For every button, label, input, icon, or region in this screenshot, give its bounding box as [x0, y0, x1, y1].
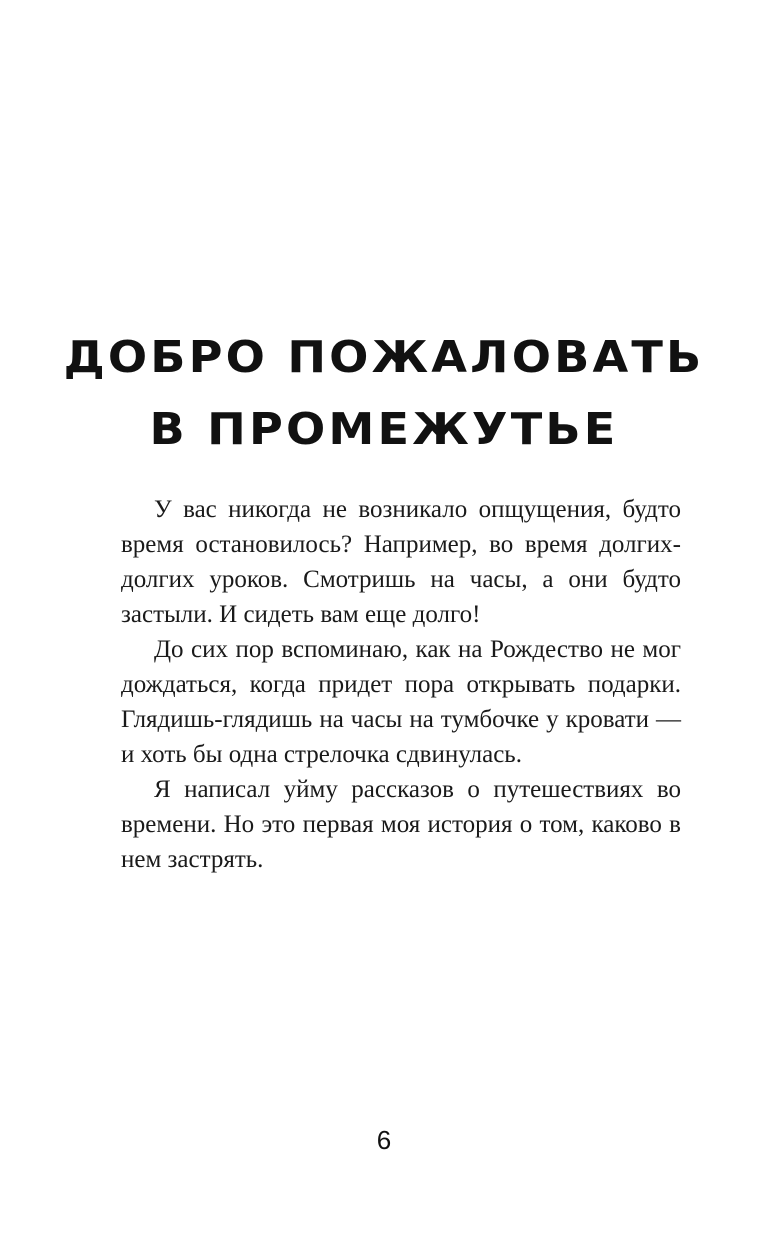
paragraph: Я написал уйму рассказов о путешествиях во времени. Но это первая моя история о том, каково в нем застрять.	[121, 776, 681, 873]
page-number: 6	[376, 1125, 392, 1155]
chapter-body	[121, 492, 681, 877]
paragraph: У вас никогда не возникало опщущения, будто время остановилось? Например, во время долгих-долгих уроков. Смотришь на часы, а они будто застыли. И сидеть вам еще долго!	[121, 496, 681, 628]
chapter-title	[0, 322, 768, 466]
paragraph: До сих пор вспоминаю, как на Рождество не мог дождаться, когда придет пора открывать подарки. Глядишь-глядишь на часы на тумбочке у кровати — и хоть бы одна стрелочка сдвинулась.	[121, 636, 681, 768]
chapter-title-line-1: ДОБРО ПОЖАЛОВАТЬ	[63, 332, 705, 383]
chapter-title-line-2: В ПРОМЕЖУТЬЕ	[149, 404, 619, 455]
